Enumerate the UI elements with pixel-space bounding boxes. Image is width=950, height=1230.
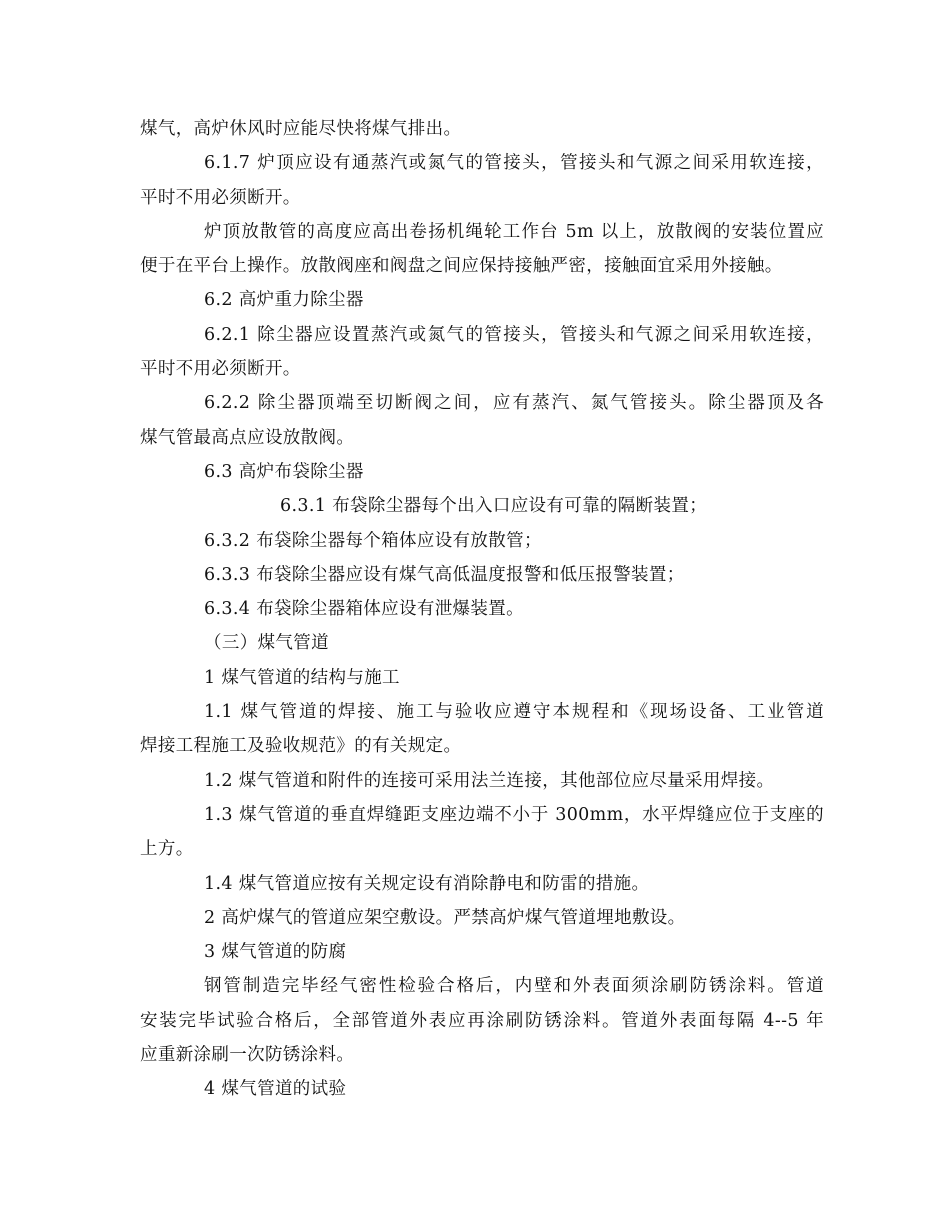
paragraph-line: 平时不用必须断开。 [140,187,301,208]
paragraph-line: 焊接工程施工及验收规范》的有关规定。 [140,736,462,757]
paragraph-line: 应重新涂刷一次防锈涂料。 [140,1045,355,1066]
paragraph-line: 1.3 煤气管道的垂直焊缝距支座边端不小于 300mm，水平焊缝应位于支座的 [204,804,824,825]
paragraph-line: 上方。 [140,839,194,860]
paragraph-line: 6.3.1 布袋除尘器每个出入口应设有可靠的隔断装置； [280,496,708,517]
section-heading: 4 煤气管道的试验 [204,1079,347,1100]
section-heading: 6.2 高炉重力除尘器 [204,290,364,311]
paragraph-line: 1.1 煤气管道的焊接、施工与验收应遵守本规程和《现场设备、工业管道 [204,702,824,723]
paragraph-line: 2 高炉煤气的管道应架空敷设。严禁高炉煤气管道埋地敷设。 [204,907,686,928]
paragraph-line: 钢管制造完毕经气密性检验合格后，内壁和外表面须涂刷防锈涂料。管道 [204,976,824,997]
paragraph-line: 煤气，高炉休风时应能尽快将煤气排出。 [140,119,462,139]
paragraph-line: 1.2 煤气管道和附件的连接可采用法兰连接，其他部位应尽量采用焊接。 [204,770,775,791]
section-heading: （三）煤气管道 [204,633,329,654]
paragraph-line: 6.3.3 布袋除尘器应设有煤气高低温度报警和低压报警装置； [204,564,685,585]
paragraph-line: 安装完毕试验合格后，全部管道外表应再涂刷防锈涂料。管道外表面每隔 4--5 年 [140,1010,824,1031]
section-heading: 6.3 高炉布袋除尘器 [204,461,364,482]
paragraph-line: 6.3.2 布袋除尘器每个箱体应设有放散管； [204,530,542,551]
paragraph-line: 平时不用必须断开。 [140,359,301,380]
document-body [140,112,824,1107]
paragraph-line: 6.2.2 除尘器顶端至切断阀之间，应有蒸汽、氮气管接头。除尘器顶及各 [204,393,824,414]
paragraph-line: 6.1.7 炉顶应设有通蒸汽或氮气的管接头，管接头和气源之间采用软连接， [204,153,824,174]
paragraph-line: 6.2.1 除尘器应设置蒸汽或氮气的管接头，管接头和气源之间采用软连接， [204,324,824,345]
paragraph-line: 6.3.4 布袋除尘器箱体应设有泄爆装置。 [204,599,524,620]
paragraph-line: 便于在平台上操作。放散阀座和阀盘之间应保持接触严密，接触面宜采用外接触。 [140,256,783,277]
paragraph-line: 煤气管最高点应设放散阀。 [140,427,355,448]
paragraph-line: 炉顶放散管的高度应高出卷扬机绳轮工作台 5m 以上，放散阀的安装位置应 [204,221,824,242]
section-heading: 1 煤气管道的结构与施工 [204,667,400,688]
paragraph-line: 1.4 煤气管道应按有关规定设有消除静电和防雷的措施。 [204,873,650,894]
section-heading: 3 煤气管道的防腐 [204,942,347,963]
